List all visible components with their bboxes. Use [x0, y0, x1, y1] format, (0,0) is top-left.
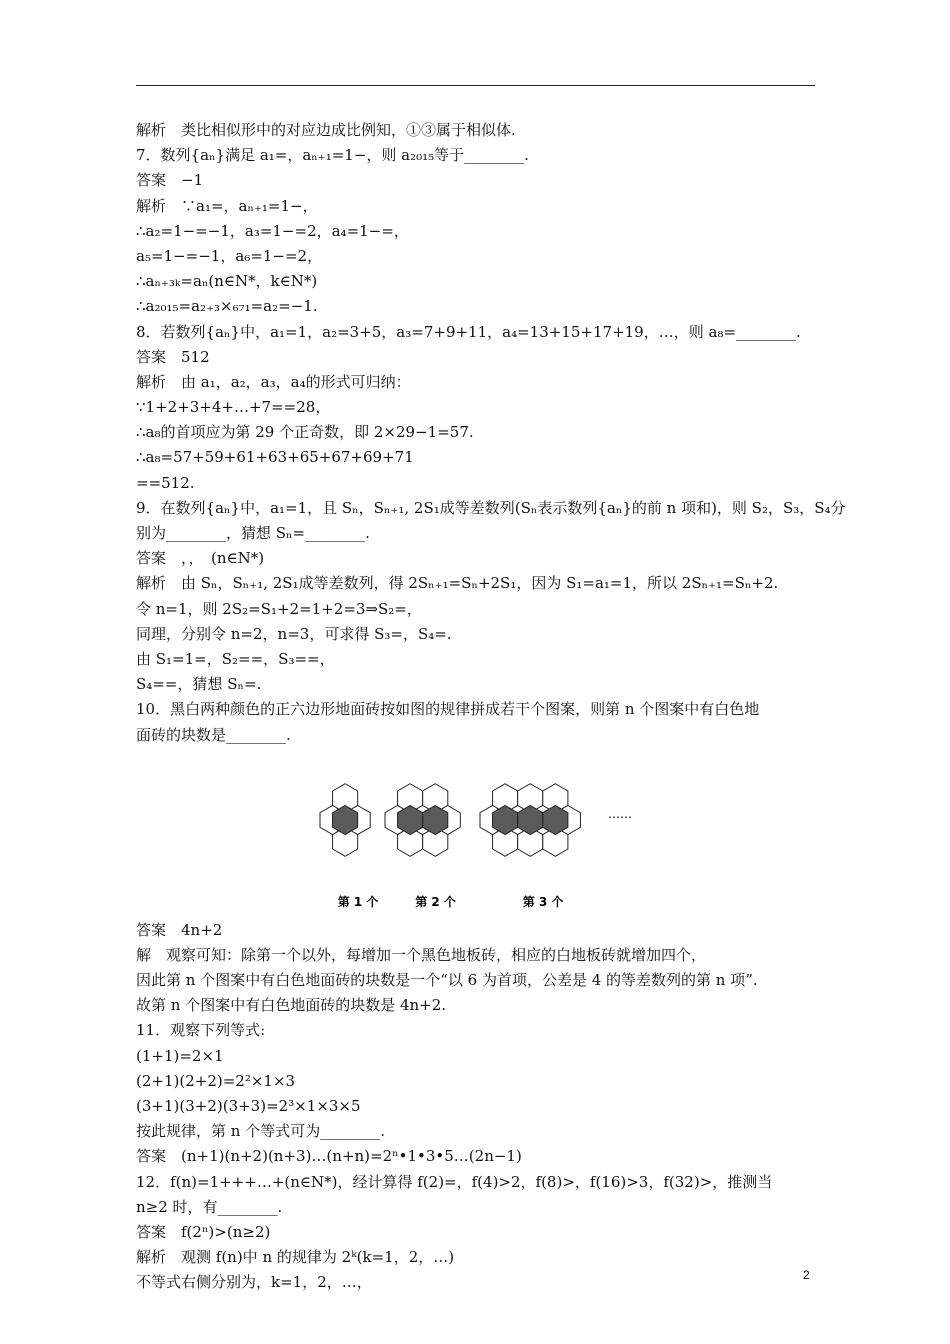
text-line: S₄==，猜想 Sₙ=.: [136, 675, 262, 694]
text-line: 不等式右侧分别为，k=1，2，…，: [136, 1273, 372, 1292]
text-line: 11．观察下列等式:: [136, 1021, 266, 1040]
header-rule: [136, 85, 815, 86]
text-line: 答案 −1: [136, 171, 204, 190]
text-line: 12．f(n)=1+++…+(n∈N*)，经计算得 f(2)=，f(4)>2，f(8)>，f(16)>3，f(32)>，推测当: [136, 1172, 773, 1191]
figure-label-1: 第 1 个: [337, 894, 379, 909]
text-line: 由 S₁=1=，S₂==，S₃==，: [136, 649, 335, 668]
text-line: 答案 ，， (n∈N*): [136, 549, 265, 568]
text-line: 故第 n 个图案中有白色地面砖的块数是 4n+2.: [136, 996, 447, 1015]
text-line: ∴a₂=1−=−1，a₃=1−=2，a₄=1−=，: [136, 221, 409, 240]
page-number: 2: [803, 1268, 810, 1282]
text-line: 解析 由 a₁，a₂，a₃，a₄的形式可归纳：: [136, 372, 411, 391]
text-line: 答案 f(2ⁿ)>(n≥2): [136, 1222, 271, 1241]
text-line: 面砖的块数是________.: [136, 725, 291, 744]
text-line: 答案 4n+2: [136, 920, 223, 939]
text-line: 同理，分别令 n=2，n=3，可求得 S₃=，S₄=.: [136, 624, 452, 643]
text-line: ∵1+2+3+4+…+7==28，: [136, 398, 331, 417]
text-line: (3+1)(3+2)(3+3)=2³×1×3×5: [136, 1097, 361, 1115]
text-line: 解析 观测 f(n)中 n 的规律为 2ᵏ(k=1，2，…): [136, 1248, 455, 1267]
text-line: 解 观察可知：除第一个以外，每增加一个黑色地板砖，相应的白地板砖就增加四个，: [136, 945, 707, 964]
figure-label-2: 第 2 个: [415, 894, 456, 909]
text-line: 答案 (n+1)(n+2)(n+3)…(n+n)=2ⁿ•1•3•5…(2n−1): [136, 1147, 522, 1166]
text-line: 7．数列{aₙ}满足 a₁=，aₙ₊₁=1−，则 a₂₀₁₅等于________.: [136, 146, 529, 165]
text-line: 9．在数列{aₙ}中，a₁=1，且 Sₙ，Sₙ₊₁, 2S₁成等差数列(Sₙ表示数列{aₙ}的前 n 项和)，则 S₂，S₃，S₄分: [136, 498, 846, 517]
text-line: 因此第 n 个图案中有白色地面砖的块数是一个“以 6 为首项，公差是 4 的等差数列的第 n 项”.: [136, 971, 758, 990]
text-line: 答案 512: [136, 347, 210, 366]
text-line: 解析 由 Sₙ，Sₙ₊₁, 2S₁成等差数列，得 2Sₙ₊₁=Sₙ+2S₁，因为 S₁=a₁=1，所以 2Sₙ₊₁=Sₙ+2.: [136, 574, 779, 593]
text-line: 解析 ∵a₁=，aₙ₊₁=1−，: [136, 196, 318, 215]
figure-label-3: 第 3 个: [522, 894, 564, 909]
text-line: ∴a₈=57+59+61+63+65+67+69+71: [136, 448, 414, 467]
text-line: 按此规律，第 n 个等式可为________.: [136, 1122, 385, 1141]
text-line: ∴aₙ₊₃ₖ=aₙ(n∈N*，k∈N*): [136, 272, 318, 291]
text-line: (1+1)=2×1: [136, 1046, 224, 1065]
hexagon-tiles-svg: [316, 748, 656, 916]
text-line: ∴a₈的首项应为第 29 个正奇数，即 2×29−1=57.: [136, 423, 474, 442]
figure-ellipsis: ……: [608, 806, 632, 821]
hexagon-figure: [136, 748, 826, 918]
text-line: 令 n=1，则 2S₂=S₁+2=1+2=3⇒S₂=，: [136, 599, 422, 618]
text-line: a₅=1−=−1，a₆=1−=2，: [136, 246, 323, 265]
text-line: 8．若数列{aₙ}中，a₁=1，a₂=3+5，a₃=7+9+11，a₄=13+15+17+19，…，则 a₈=________.: [136, 322, 801, 341]
text-line: n≥2 时，有________.: [136, 1197, 283, 1216]
text-line: ==512.: [136, 473, 195, 492]
page-body: [136, 118, 846, 1296]
text-line: 解析 类比相似形中的对应边成比例知，①③属于相似体.: [136, 121, 516, 139]
text-line: ∴a₂₀₁₅=a₂₊₃×₆₇₁=a₂=−1.: [136, 297, 318, 316]
text-line: 别为________，猜想 Sₙ=________.: [136, 524, 370, 542]
text-line: (2+1)(2+2)=2²×1×3: [136, 1071, 296, 1090]
text-line: 10．黑白两种颜色的正六边形地面砖按如图的规律拼成若干个图案，则第 n 个图案中有白色地: [136, 700, 760, 719]
